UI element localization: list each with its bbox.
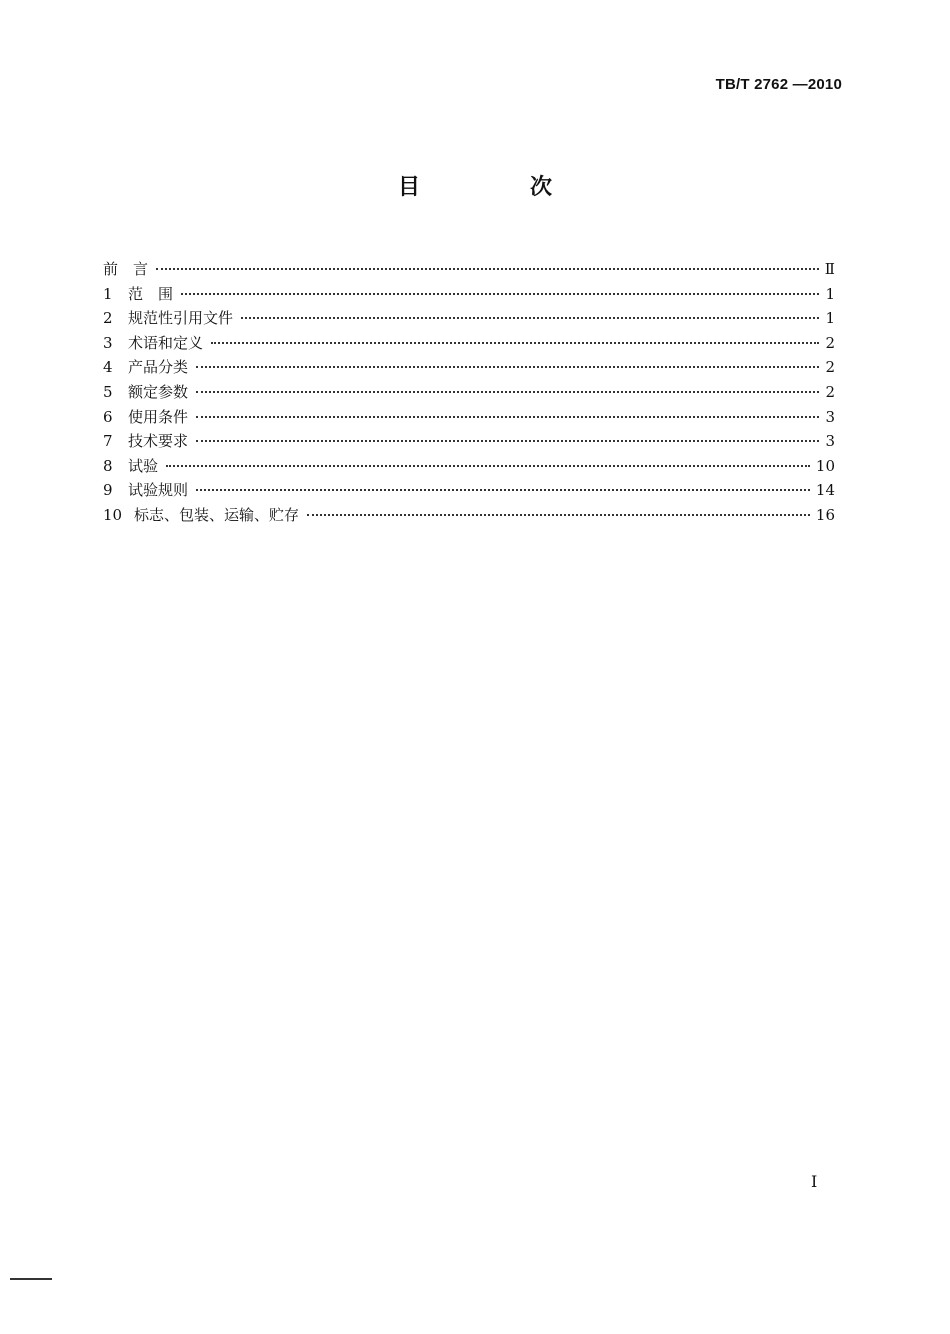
dot-leader	[196, 391, 819, 393]
toc-entry-page: 3	[825, 432, 835, 451]
toc-entry-9[interactable]	[103, 479, 835, 504]
toc-entry-3[interactable]	[103, 332, 835, 357]
scan-mark	[10, 1278, 52, 1280]
toc-entry-number: 3	[103, 333, 113, 352]
toc-entry-page: 3	[825, 407, 835, 426]
dot-leader	[196, 416, 819, 418]
toc-entry-label: 使用条件	[128, 407, 189, 426]
toc-entry-number: 5	[103, 382, 113, 401]
toc-entry-page: 1	[825, 284, 835, 303]
toc-entry-label: 试验规则	[128, 481, 189, 500]
toc-entry-number: 9	[103, 481, 113, 500]
toc-entry-10[interactable]	[103, 504, 835, 529]
toc-entry-1[interactable]	[103, 283, 835, 308]
toc-entry-label: 术语和定义	[128, 333, 204, 352]
toc-entry-page: 1	[825, 309, 835, 328]
toc-entry-label: 技术要求	[128, 432, 189, 451]
toc-entry-page: Ⅱ	[824, 260, 835, 278]
toc-entry-label: 前 言	[103, 260, 149, 278]
toc-entry-number: 4	[103, 358, 113, 377]
toc-entry-label: 规范性引用文件	[128, 309, 234, 328]
toc-entry-page: 14	[815, 481, 835, 500]
toc-entry-label: 标志、包装、运输、贮存	[134, 505, 300, 524]
dot-leader	[196, 489, 810, 491]
dot-leader	[196, 440, 819, 442]
toc-entry-page: 10	[815, 456, 835, 475]
toc-entry-page: 2	[825, 333, 835, 352]
toc-entry-number: 6	[103, 407, 113, 426]
dot-leader	[211, 342, 819, 344]
toc-entry-number: 1	[103, 284, 113, 303]
dot-leader	[241, 317, 819, 319]
dot-leader	[166, 465, 810, 467]
toc-entry-7[interactable]	[103, 430, 835, 455]
toc-entry-8[interactable]	[103, 455, 835, 480]
standard-code: TB/T 2762 —2010	[715, 76, 842, 93]
toc-entry-4[interactable]	[103, 356, 835, 381]
toc-entry-5[interactable]	[103, 381, 835, 406]
dot-leader	[181, 293, 819, 295]
toc-entry-number: 7	[103, 432, 113, 451]
toc-entry-label: 试验	[128, 456, 159, 475]
toc-entry-label: 产品分类	[128, 358, 189, 377]
toc-entry-page: 2	[825, 358, 835, 377]
toc-entry-number: 8	[103, 456, 113, 475]
toc-entry-page: 2	[825, 382, 835, 401]
toc-entry-label: 额定参数	[128, 382, 189, 401]
toc-entry-number: 10	[103, 505, 123, 524]
toc-entry-page: 16	[815, 505, 835, 524]
dot-leader	[196, 366, 819, 368]
toc-entry-foreword[interactable]	[103, 258, 835, 283]
page-title: 目 次	[397, 175, 596, 200]
toc-entry-2[interactable]	[103, 307, 835, 332]
toc-entry-number: 2	[103, 309, 113, 328]
page-number: I	[811, 1172, 818, 1191]
dot-leader	[156, 268, 819, 270]
dot-leader	[307, 514, 810, 516]
toc-entry-6[interactable]	[103, 406, 835, 431]
toc-entry-label: 范 围	[128, 284, 174, 303]
table-of-contents	[103, 258, 835, 529]
